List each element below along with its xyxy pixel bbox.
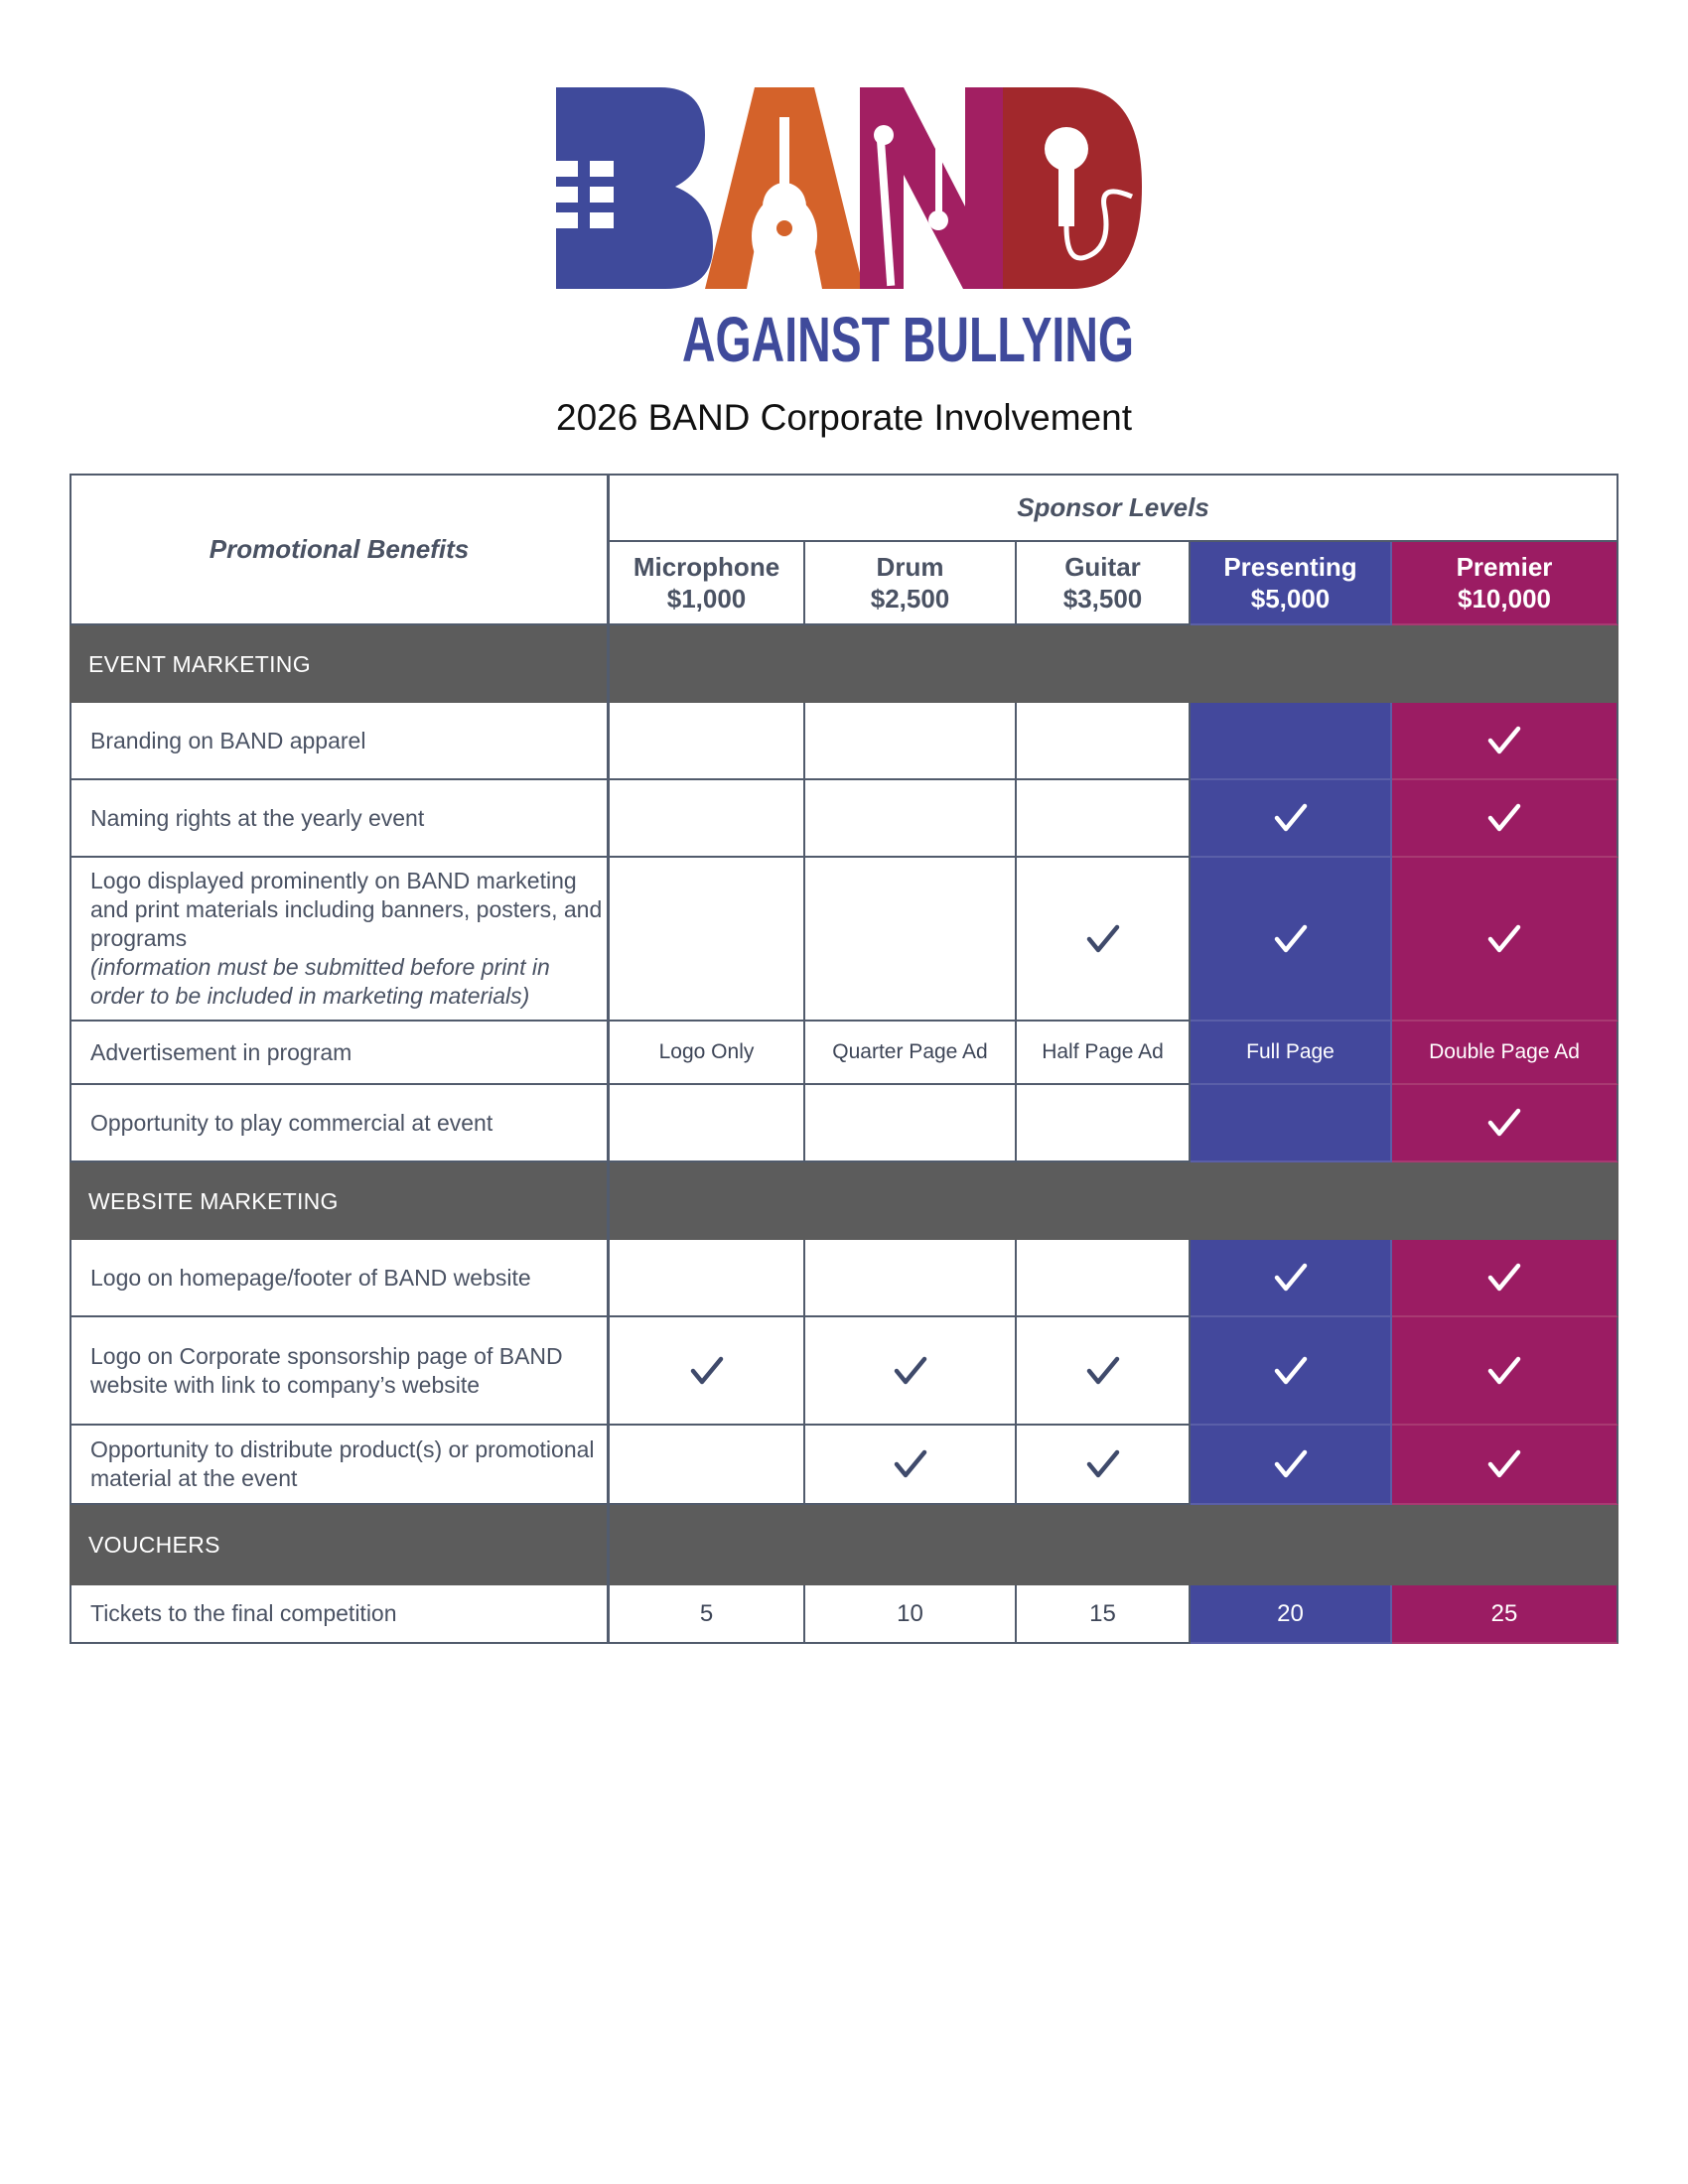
- level-price: $10,000: [1458, 584, 1551, 614]
- check-cell: [610, 1317, 805, 1426]
- level-price: $5,000: [1250, 584, 1331, 614]
- level-microphone: [610, 542, 805, 625]
- row-label-logo-print: [70, 858, 607, 1022]
- check-icon: [1086, 1449, 1120, 1479]
- level-premier: [1392, 542, 1618, 625]
- row-label-distribute: [70, 1426, 607, 1505]
- level-name: Drum: [876, 552, 944, 582]
- check-icon: [894, 1356, 927, 1386]
- check-cell: [1191, 703, 1392, 780]
- row-label-tickets: [70, 1585, 607, 1644]
- level-price: $2,500: [870, 584, 950, 614]
- check-cell: [610, 1085, 805, 1162]
- tickets-premier: 25: [1392, 1585, 1618, 1644]
- section-vouchers: VOUCHERS: [70, 1505, 607, 1585]
- check-icon: [1274, 1356, 1308, 1386]
- row-label-corporate-page: [70, 1317, 607, 1426]
- section-website-marketing: WEBSITE MARKETING: [70, 1162, 607, 1240]
- check-cell: [1017, 1085, 1191, 1162]
- benefit-text: Advertisement in program: [90, 1038, 352, 1065]
- check-cell: [1191, 858, 1392, 1022]
- check-cell: [1191, 1240, 1392, 1317]
- check-cell: [1392, 1426, 1618, 1505]
- check-cell: [1191, 1317, 1392, 1426]
- band-against-bullying-logo: [556, 87, 1142, 375]
- check-icon: [1487, 726, 1521, 755]
- check-cell: [805, 780, 1017, 858]
- row-label-commercial: [70, 1085, 607, 1162]
- benefit-text: Logo displayed prominently on BAND marketing and print materials including banners, posters, and programs: [90, 868, 603, 951]
- check-cell: [1017, 1240, 1191, 1317]
- check-icon: [1487, 1108, 1521, 1138]
- check-icon: [1274, 924, 1308, 954]
- check-icon: [1487, 803, 1521, 833]
- check-icon: [1487, 1263, 1521, 1293]
- benefit-text: Naming rights at the yearly event: [90, 804, 425, 831]
- level-name: Guitar: [1064, 552, 1141, 582]
- tickets-microphone: 5: [610, 1585, 805, 1644]
- benefit-text: Logo on Corporate sponsorship page of BAND website with link to company’s website: [90, 1342, 563, 1398]
- check-cell: [1017, 780, 1191, 858]
- benefit-text: Opportunity to play commercial at event: [90, 1109, 493, 1136]
- check-icon: [1487, 1356, 1521, 1386]
- check-cell: [805, 1240, 1017, 1317]
- ad-size-drum: Quarter Page Ad: [805, 1022, 1017, 1085]
- check-cell: [610, 703, 805, 780]
- section-bar: [610, 1505, 1618, 1585]
- logo-tagline: AGAINST BULLYING: [682, 304, 1134, 375]
- row-label-naming: [70, 780, 607, 858]
- check-cell: [1017, 1317, 1191, 1426]
- check-icon: [1086, 1356, 1120, 1386]
- check-icon: [1487, 924, 1521, 954]
- check-cell: [805, 1085, 1017, 1162]
- level-drum: [805, 542, 1017, 625]
- check-cell: [1017, 858, 1191, 1022]
- level-presenting: [1191, 542, 1392, 625]
- band-logo: [556, 87, 1142, 375]
- ad-size-guitar: Half Page Ad: [1017, 1022, 1191, 1085]
- row-label-branding: [70, 703, 607, 780]
- level-price: $3,500: [1062, 584, 1143, 614]
- check-cell: [1392, 858, 1618, 1022]
- benefit-text: Tickets to the final competition: [90, 1600, 397, 1626]
- tickets-drum: 10: [805, 1585, 1017, 1644]
- check-cell: [805, 1426, 1017, 1505]
- check-icon: [1487, 1449, 1521, 1479]
- check-cell: [1392, 1240, 1618, 1317]
- check-cell: [1191, 1085, 1392, 1162]
- check-cell: [1191, 1426, 1392, 1505]
- page-title: 2026 BAND Corporate Involvement: [556, 397, 1132, 438]
- level-price: $1,000: [666, 584, 747, 614]
- check-cell: [610, 780, 805, 858]
- check-cell: [610, 858, 805, 1022]
- check-cell: [1017, 1426, 1191, 1505]
- check-icon: [1274, 1449, 1308, 1479]
- ad-size-microphone: Logo Only: [610, 1022, 805, 1085]
- tickets-presenting: 20: [1191, 1585, 1392, 1644]
- level-name: Premier: [1456, 552, 1553, 582]
- sponsorship-table: [70, 474, 1618, 1649]
- promotional-benefits-header: Promotional Benefits: [70, 474, 607, 625]
- row-label-homepage: [70, 1240, 607, 1317]
- check-cell: [610, 1240, 805, 1317]
- benefit-text: Opportunity to distribute product(s) or promotional material at the event: [90, 1436, 595, 1491]
- section-bar: [610, 625, 1618, 703]
- check-cell: [1392, 1317, 1618, 1426]
- level-guitar: [1017, 542, 1191, 625]
- level-name: Presenting: [1223, 552, 1357, 582]
- sponsor-levels-header: Sponsor Levels: [610, 474, 1618, 542]
- section-event-marketing: EVENT MARKETING: [70, 625, 607, 703]
- ad-size-presenting: Full Page: [1191, 1022, 1392, 1085]
- level-name: Microphone: [633, 552, 780, 582]
- check-cell: [1392, 1085, 1618, 1162]
- benefit-text: Branding on BAND apparel: [90, 727, 366, 753]
- benefit-text: Logo on homepage/footer of BAND website: [90, 1264, 531, 1291]
- row-label-advertisement: [70, 1022, 607, 1085]
- check-cell: [1392, 780, 1618, 858]
- ad-size-premier: Double Page Ad: [1392, 1022, 1618, 1085]
- check-icon: [1086, 924, 1120, 954]
- benefit-note: (information must be submitted before print in order to be included in marketing materials): [90, 954, 550, 1009]
- check-cell: [805, 703, 1017, 780]
- check-cell: [1392, 703, 1618, 780]
- check-icon: [1274, 803, 1308, 833]
- check-cell: [805, 1317, 1017, 1426]
- check-cell: [1017, 703, 1191, 780]
- tickets-guitar: 15: [1017, 1585, 1191, 1644]
- check-cell: [1191, 780, 1392, 858]
- check-icon: [894, 1449, 927, 1479]
- section-bar: [610, 1162, 1618, 1240]
- check-icon: [690, 1356, 724, 1386]
- check-cell: [610, 1426, 805, 1505]
- check-cell: [805, 858, 1017, 1022]
- check-icon: [1274, 1263, 1308, 1293]
